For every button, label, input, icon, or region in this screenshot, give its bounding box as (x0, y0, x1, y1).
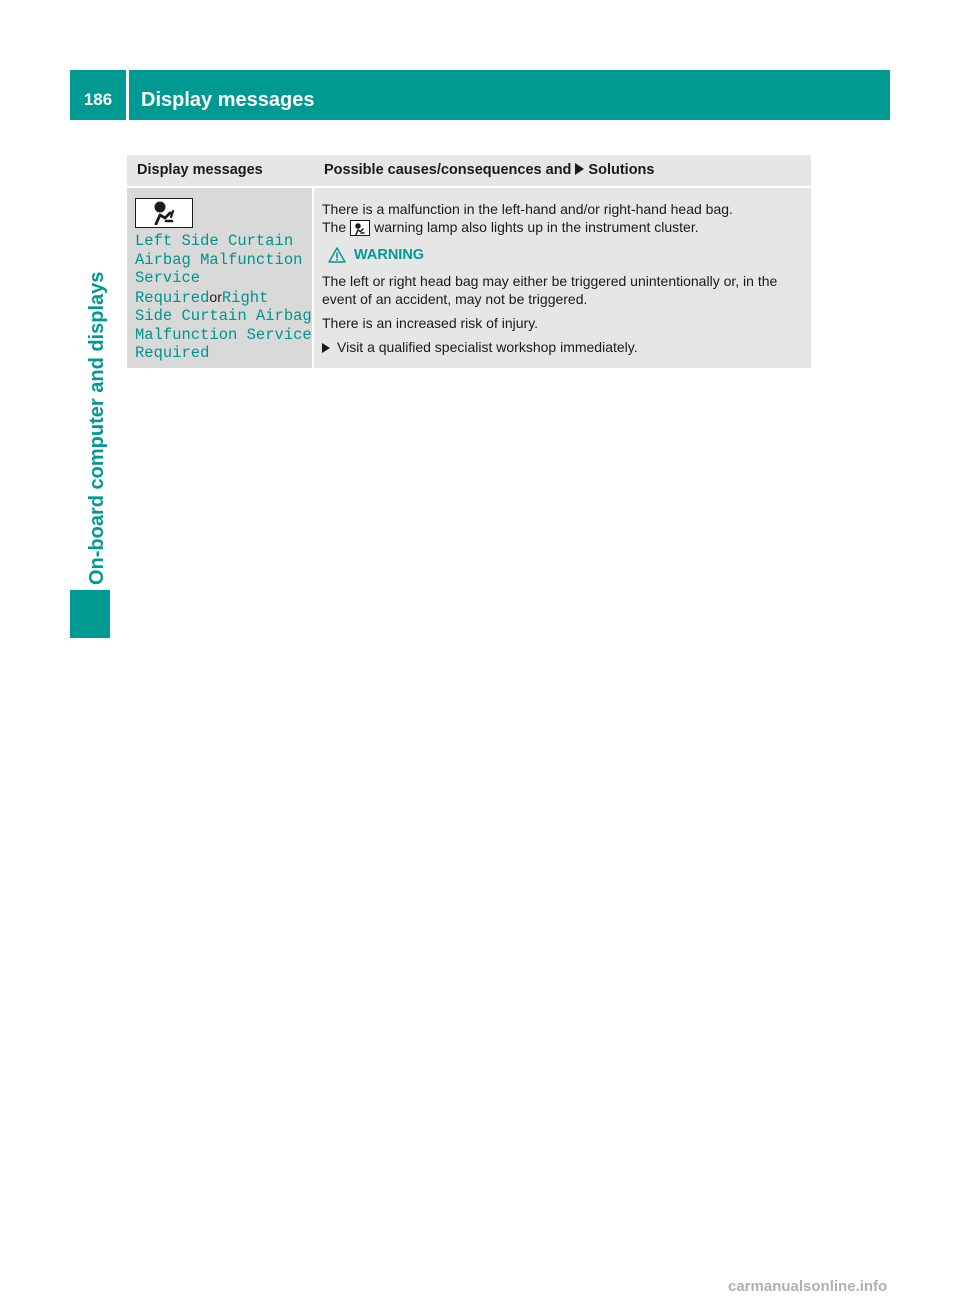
malfunction-the: The (322, 219, 347, 235)
action-arrow-icon (322, 343, 330, 353)
causes-solutions-cell (314, 188, 811, 368)
message-line: Side Curtain Airbag (135, 307, 312, 325)
section-side-block (70, 590, 110, 638)
column-header-display-messages: Display messages (137, 162, 263, 178)
message-line: Left Side Curtain (135, 232, 294, 250)
message-line: Airbag Malfunction (135, 250, 303, 269)
page-number: 186 (83, 90, 113, 109)
warning-heading (328, 246, 805, 264)
message-line: Service (135, 269, 201, 287)
display-messages-table (127, 155, 811, 368)
malfunction-lamp-text: warning lamp also lights up in the instrument cluster. (374, 219, 699, 235)
section-side-label: On-board computer and displays (86, 271, 108, 585)
table-header-row (127, 155, 811, 188)
header-divider (126, 70, 129, 120)
action-item (322, 338, 805, 356)
message-line: Required (135, 344, 210, 362)
airbag-warning-icon (135, 198, 193, 228)
column-header-causes-solutions (314, 155, 811, 186)
warning-triangle-icon (328, 247, 346, 263)
column-header-solutions-text: Solutions (588, 162, 655, 178)
airbag-warning-icon-glyph (153, 201, 175, 225)
solutions-arrow-icon (575, 163, 584, 175)
message-line: Malfunction Service (135, 325, 312, 344)
column-header-causes-text: Possible causes/consequences and (324, 162, 572, 178)
footer-watermark: carmanualsonline.info (728, 1278, 888, 1295)
warning-label: WARNING (354, 247, 425, 263)
message-or: or (209, 288, 222, 305)
airbag-warning-lamp-icon (350, 220, 370, 236)
airbag-warning-lamp-glyph (353, 223, 367, 235)
message-right: Right (221, 288, 269, 307)
message-line-or (135, 288, 312, 308)
display-message-text (135, 232, 312, 363)
malfunction-paragraph (322, 200, 805, 236)
risk-text: There is an increased risk of injury. (322, 315, 539, 331)
page-title: Display messages (141, 89, 315, 111)
table-row (127, 188, 811, 368)
action-text: Visit a qualified specialist workshop immediately. (337, 339, 638, 355)
display-message-cell (127, 188, 314, 368)
malfunction-text: There is a malfunction in the left-hand and/or right-hand head bag. (322, 201, 733, 217)
warning-text: The left or right head bag may either be triggered unintentionally or, in the event of an accident, may not be triggered. (322, 273, 778, 307)
message-required: Required (135, 288, 210, 307)
